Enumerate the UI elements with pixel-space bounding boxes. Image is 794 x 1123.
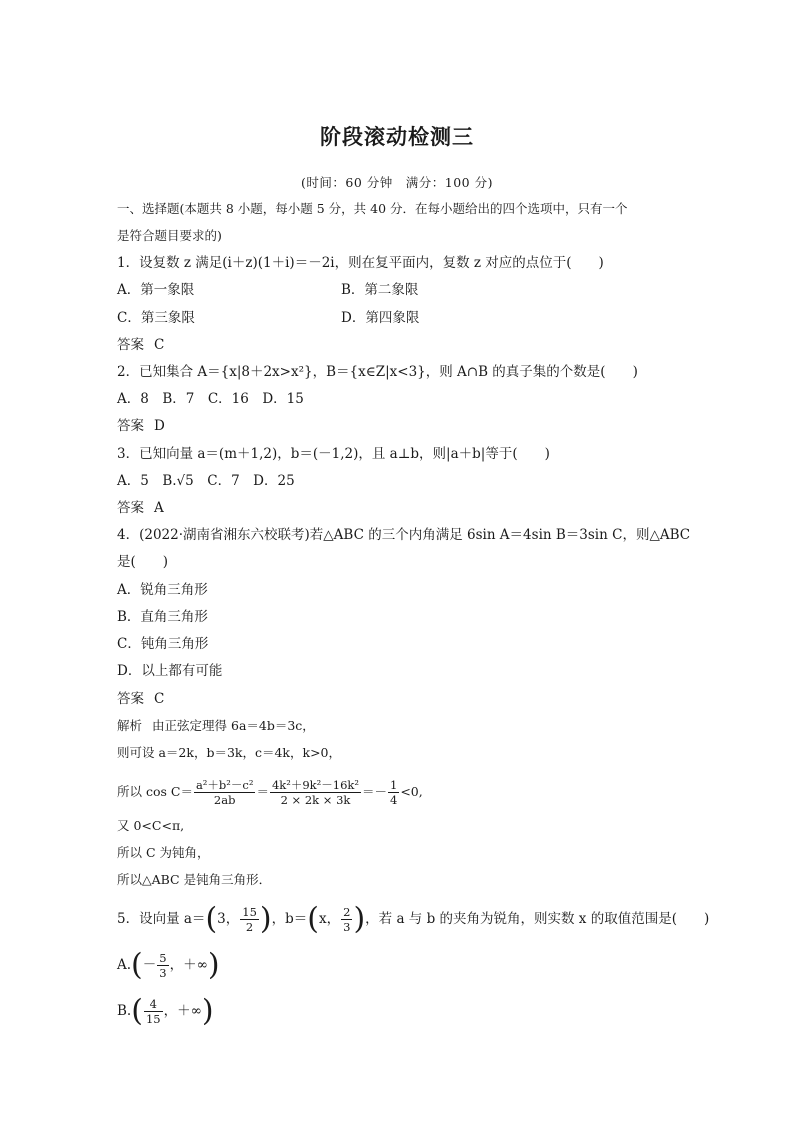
right-paren: ) [207,947,220,983]
fraction-denominator: 15 [145,1012,161,1026]
question-1-option-d: D．第四象限 [341,310,420,326]
question-4-option-b: B．直角三角形 [117,609,208,625]
fraction-numerator: 4 [144,997,163,1012]
fraction-denominator: 3 [159,966,167,980]
answer-value: C [154,337,165,353]
question-4-option-a: A．锐角三角形 [117,582,208,598]
left-paren: ( [131,947,143,983]
vector-a-x: 3， [217,911,240,927]
option-b-tail: ，＋∞ [163,1003,202,1019]
question-2-answer [117,416,165,436]
fraction-denominator: 4 [390,793,398,807]
question-5-option-b [117,993,214,1029]
minus-sign: － [142,957,157,973]
fraction-denominator: 2 × 2k × 3k [280,793,351,807]
exam-info: (时间：60 分钟 满分：100 分) [301,175,493,190]
vector-b-x: x， [318,911,341,927]
page-title: 阶段滚动检测三 [320,125,474,149]
question-4-stem-line2: 是( ) [117,554,169,570]
fraction-cosine-law [194,778,256,807]
question-4-answer [117,689,164,709]
question-4-analysis-6: 所以△ABC 是钝角三角形． [117,872,272,887]
answer-value: D [154,418,165,434]
question-4-option-c: C．钝角三角形 [117,636,209,652]
analysis-text: 由正弦定理得 6a＝4b＝3c， [152,718,315,733]
question-4-analysis-4: 又 0<C<π, [117,818,185,833]
question-1-stem: 1．设复数 z 满足(i＋z)(1＋i)＝－2i，则在复平面内，复数 z 对应的点位于( ) [117,255,604,271]
equals-minus: ＝－ [361,784,387,799]
option-label: B. [117,1003,132,1019]
option-a-fraction [157,951,168,980]
question-3-stem: 3．已知向量 a＝(m＋1,2)，b＝(－1,2)，且 a⊥b，则|a＋b|等于( ) [117,446,550,462]
fraction-denominator: 3 [343,920,351,934]
question-4-option-d: D．以上都有可能 [117,663,223,679]
q5-mid: ，b＝ [271,911,308,927]
vector-a-y-fraction [240,905,259,934]
equals-sign: ＝ [256,784,269,799]
question-4-stem-line1: 4．(2022·湖南省湘东六校联考)若△ABC 的三个内角满足 6sin A＝4sin B＝3sin C，则△ABC [117,527,691,543]
fraction-denominator: 2ab [213,793,236,807]
left-paren: ( [307,901,319,937]
left-paren: ( [131,993,143,1029]
analysis-cos-suffix: <0, [400,784,423,799]
question-5-stem [117,901,710,937]
question-4-analysis-3 [117,778,423,807]
question-3-answer [117,498,164,518]
fraction-quarter [388,778,399,807]
fraction-numerator: 2 [343,905,351,919]
analysis-cos-prefix: 所以 cos C＝ [117,784,193,799]
section-heading-line1: 一、选择题(本题共 8 小题，每小题 5 分，共 40 分．在每小题给出的四个选项中，只有一个 [117,201,628,216]
question-4-analysis-1 [117,716,315,736]
question-5-option-a [117,947,220,983]
question-2-options: A．8 B．7 C．16 D．15 [117,391,304,407]
answer-label: 答案 [117,691,144,707]
fraction-numerator: 15 [242,905,257,919]
right-paren: ) [201,993,214,1029]
answer-value: A [154,500,164,516]
fraction-numerator: 5 [159,951,167,965]
q5-prefix: 5．设向量 a＝ [117,911,206,927]
question-4-analysis-2: 则可设 a＝2k，b＝3k，c＝4k，k>0， [117,745,342,760]
option-b-fraction [144,997,163,1026]
question-3-options: A．5 B.√5 C．7 D．25 [117,473,295,489]
option-a-tail: ，＋∞ [169,957,208,973]
answer-value: C [154,691,165,707]
fraction-numerator: a²＋b²－c² [195,778,254,792]
fraction-denominator: 2 [245,920,254,934]
fraction-numerator: 1 [390,778,398,792]
fraction-substituted [270,778,361,807]
fraction-numerator: 4k²＋9k²－16k² [271,778,359,792]
answer-label: 答案 [117,418,144,434]
analysis-label: 解析 [117,718,143,733]
question-2-stem: 2．已知集合 A＝{x|8＋2x>x²}，B＝{x∈Z|x<3}，则 A∩B 的真子集的个数是( ) [117,364,638,380]
question-1-option-b: B．第二象限 [341,282,419,298]
right-paren: ) [259,901,272,937]
question-1-answer [117,335,164,355]
left-paren: ( [205,901,218,937]
vector-b-y-fraction [341,905,352,934]
option-label: A. [117,957,132,973]
question-1-option-c: C．第三象限 [117,310,195,326]
answer-label: 答案 [117,337,144,353]
section-heading-line2: 是符合题目要求的) [117,228,222,243]
answer-label: 答案 [117,500,144,516]
question-1-option-a: A．第一象限 [117,282,195,298]
right-paren: ) [353,901,366,937]
question-4-analysis-5: 所以 C 为钝角， [117,845,210,860]
q5-suffix: ，若 a 与 b 的夹角为锐角，则实数 x 的取值范围是( ) [365,911,710,927]
